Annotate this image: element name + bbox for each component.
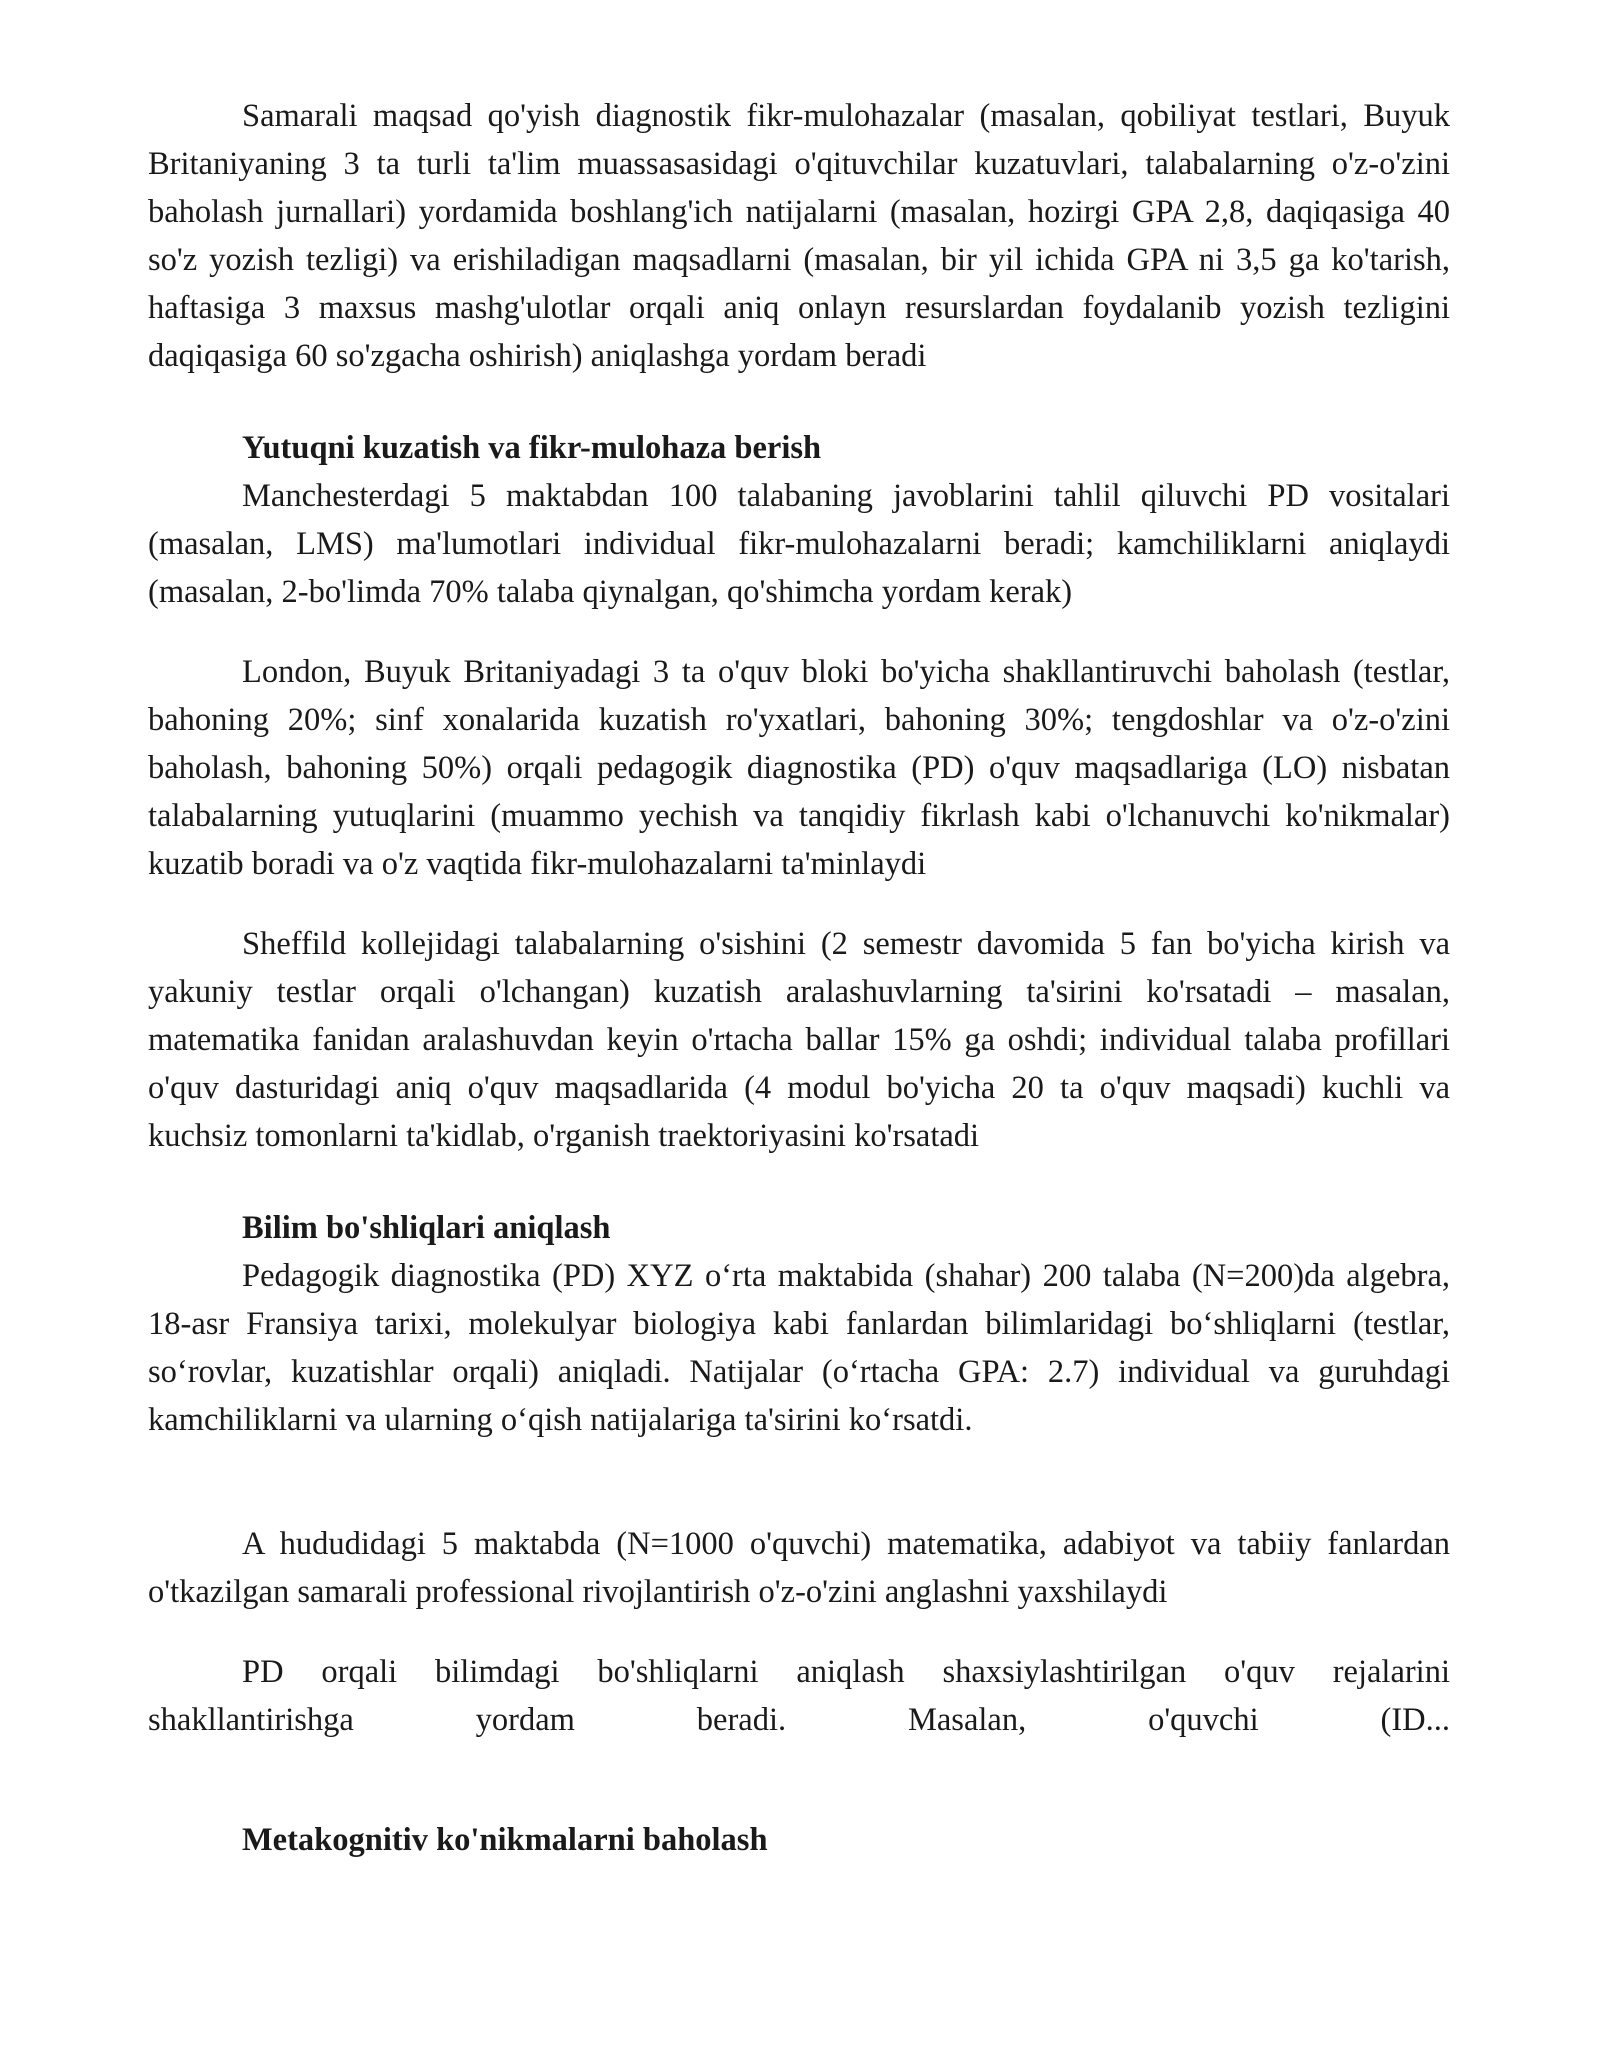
spacer bbox=[148, 888, 1450, 920]
spacer bbox=[148, 380, 1450, 424]
metacognitive-heading: Metakognitiv ko'nikmalarni baholash bbox=[242, 1822, 768, 1858]
progress-paragraph-2: London, Buyuk Britaniyadagi 3 ta o'quv bloki bo'yicha shakllantiruvchi baholash (testlar, bahoning 20%; sinf xonalarida kuzatish ro'yxatlari, bahoning 30%; tengdoshlar va o'z-o'zini baholash, bahoning 50%) orqali pedagogik diagnostika (PD) o'quv maqsadlariga (LO) nisbatan talabalarning yutuqlarini (muammo yechish va tanqidiy fikrlash kabi o'lchanuvchi ko'nikmalar) kuzatib boradi va o'z vaqtida fikr-mulohazalarni ta'minlaydi bbox=[148, 654, 1450, 882]
gaps-paragraph-1: Pedagogik diagnostika (PD) XYZ o‘rta maktabida (shahar) 200 talaba (N=200)da algebra, 18-asr Fransiya tarixi, molekulyar biologiya kabi fanlardan bilimlaridagi bo‘shliqlarni (testlar, so‘rovlar, kuzatishlar orqali) aniqladi. Natijalar (o‘rtacha GPA: 2.7) individual va guruhdagi kamchiliklarni va ularning o‘qish natijalariga ta'sirini ko‘rsatdi. bbox=[148, 1258, 1450, 1438]
gaps-paragraph-3: PD orqali bilimdagi bo'shliqlarni aniqlash shaxsiylashtirilgan o'quv rejalarini shakllantirishga yordam beradi. Masalan, o'quvchi (ID... bbox=[148, 1654, 1450, 1738]
gaps-paragraph-2: A hududidagi 5 maktabda (N=1000 o'quvchi) matematika, adabiyot va tabiiy fanlardan o'tkazilgan samarali professional rivojlantirish o'z-o'zini anglashni yaxshilaydi bbox=[148, 1526, 1450, 1610]
progress-paragraph-1: Manchesterdagi 5 maktabdan 100 talabaning javoblarini tahlil qiluvchi PD vositalari (masalan, LMS) ma'lumotlari individual fikr-mulohazalarni beradi; kamchiliklarni aniqlaydi (masalan, 2-bo'limda 70% talaba qiynalgan, qo'shimcha yordam kerak) bbox=[148, 478, 1450, 610]
spacer bbox=[148, 1444, 1450, 1520]
progress-heading: Yutuqni kuzatish va fikr-mulohaza berish bbox=[242, 430, 822, 466]
spacer bbox=[148, 1744, 1450, 1816]
spacer bbox=[148, 616, 1450, 648]
spacer bbox=[148, 1616, 1450, 1648]
spacer bbox=[148, 1160, 1450, 1204]
gaps-heading: Bilim bo'shliqlari aniqlash bbox=[242, 1210, 611, 1246]
progress-paragraph-3: Sheffild kollejidagi talabalarning o'sishini (2 semestr davomida 5 fan bo'yicha kirish va yakuniy testlar orqali o'lchangan) kuzatish aralashuvlarning ta'sirini ko'rsatadi – masalan, matematika fanidan aralashuvdan keyin o'rtacha ballar 15% ga oshdi; individual talaba profillari o'quv dasturidagi aniq o'quv maqsadlarida (4 modul bo'yicha 20 ta o'quv maqsadi) kuchli va kuchsiz tomonlarni ta'kidlab, o'rganish traektoriyasini ko'rsatadi bbox=[148, 926, 1450, 1154]
intro-paragraph: Samarali maqsad qo'yish diagnostik fikr-mulohazalar (masalan, qobiliyat testlari, Buyuk Britaniyaning 3 ta turli ta'lim muassasasidagi o'qituvchilar kuzatuvlari, talabalarning o'z-o'zini baholash jurnallari) yordamida boshlang'ich natijalarni (masalan, hozirgi GPA 2,8, daqiqasiga 40 so'z yozish tezligi) va erishiladigan maqsadlarni (masalan, bir yil ichida GPA ni 3,5 ga ko'tarish, haftasiga 3 maxsus mashg'ulotlar orqali aniq onlayn resurslardan foydalanib yozish tezligini daqiqasiga 60 so'zgacha oshirish) aniqlashga yordam beradi bbox=[148, 98, 1450, 374]
document-page bbox=[148, 92, 1450, 1864]
